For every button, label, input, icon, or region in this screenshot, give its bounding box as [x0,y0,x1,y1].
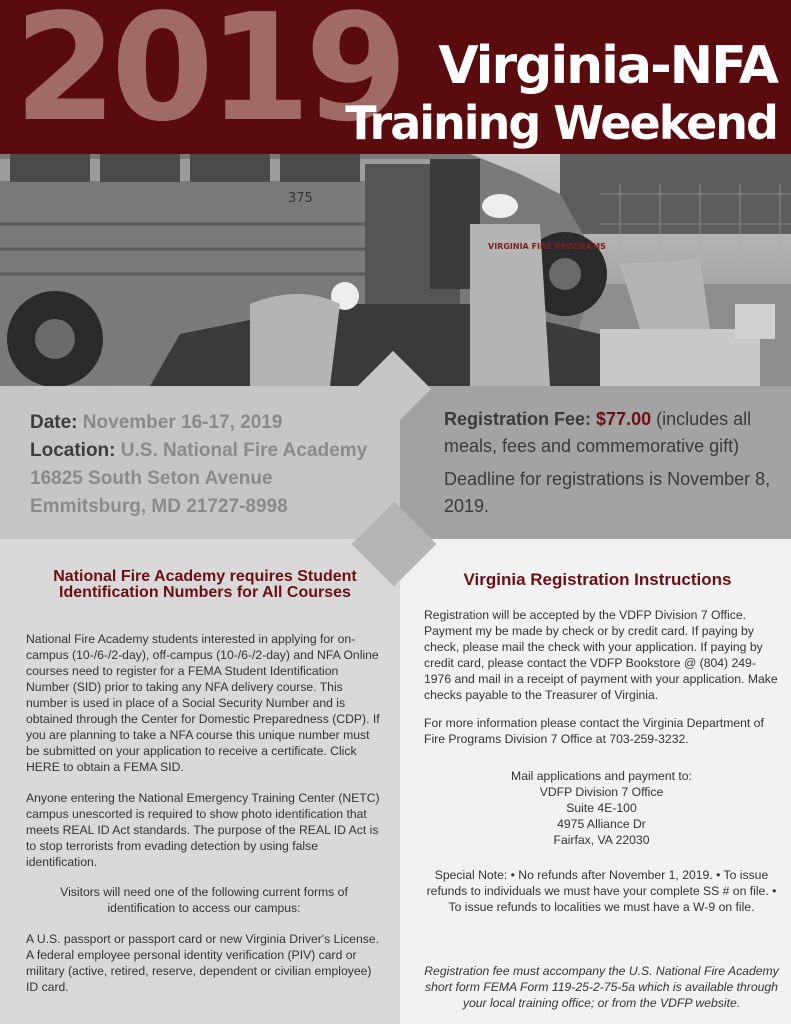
address-line-1: 16825 South Seton Avenue [30,468,273,489]
registration-fee-panel [400,386,791,539]
contact-paragraph: For more information please contact the Virginia Department of Fire Programs Division 7 Office at 703-259-3232. [424,716,764,746]
mail-line-1: VDFP Division 7 Office [539,785,664,799]
real-id-paragraph: Anyone entering the National Emergency Training Center (NETC) campus unescorted is required to show photo identification that meets REAL ID Act standards. The purpose of the REAL ID Act is to stop terrorists from evading detection by using false identification. [26,791,380,869]
mail-line-3: 4975 Alliance Dr [557,817,646,831]
mailing-address [424,768,779,848]
location-value: U.S. National Fire Academy [120,440,368,461]
special-note: Special Note: • No refunds after November 1, 2019. • To issue refunds to individuals we must have your complete SS # on file. • To issue refunds to localities we must have a W-9 on file. [426,868,777,914]
deadline-text: Deadline for registrations is November 8, 2019. [444,469,771,516]
event-details-panel [0,386,400,539]
visitors-paragraph: Visitors will need one of the following current forms of identification to access our campus: [60,885,348,915]
nfa-heading: National Fire Academy requires Student Identification Numbers for All Courses [53,568,357,601]
date-value: November 16-17, 2019 [82,412,283,433]
mail-line-4: Fairfax, VA 22030 [553,833,650,847]
header-banner [0,0,791,154]
nfa-requirements-column [0,539,400,1024]
rescue-training-photo [0,154,791,386]
mail-heading: Mail applications and payment to: [511,769,692,783]
sid-paragraph: National Fire Academy students interested in applying for on-campus (10-/6-/2-day), off-campus (10-/6-/2-day) and NFA Online courses need to register for a FEMA Student Identification Number (SID) prior to taking any NFA delivery course. This number is used in place of a Social Security Number and is obtained through the Center for Domestic Preparedness (CDP). If you are planning to take a NFA course this unique number must be submitted on your application to receive a certificate. Click HERE to obtain a FEMA SID. [26,632,380,774]
id-forms-paragraph: A U.S. passport or passport card or new Virginia Driver's License. A federal employee personal identity verification (PIV) card or military (active, retired, reserve, dependent or civilian employee) ID card. [26,932,379,994]
photo-illustration [0,154,791,386]
date-line [30,412,282,434]
fee-label: Registration Fee: [444,409,592,429]
jacket-text: VIRGINIA FIRE PROGRAMS [488,242,606,251]
title-line-1: Virginia-NFA [438,36,777,96]
date-label: Date: [30,412,78,433]
registration-heading: Virginia Registration Instructions [463,570,732,589]
fee-note: (includes all meals, fees and commemorative gift) [444,409,752,456]
registration-paragraph: Registration will be accepted by the VDFP Division 7 Office. Payment my be made by check or by credit card. If paying by check, please mail the check with your application. If paying by credit card, please contact the VDFP Bookstore @ (804) 249-1976 and mail in a receipt of payment with your application. Make checks payable to the Treasurer of Virginia. [424,608,778,702]
footer-note: Registration fee must accompany the U.S. National Fire Academy short form FEMA Form 119-25-2-75-5a which is available through your local training office; or from the VDFP website. [424,964,779,1010]
fee-value: $77.00 [596,409,652,429]
location-line [30,440,367,462]
address-line-2: Emmitsburg, MD 21727-8998 [30,496,288,517]
bus-number-text: 375 [288,191,313,206]
title-line-2: Training Weekend [345,96,777,150]
mail-line-2: Suite 4E-100 [566,801,637,815]
registration-instructions-column [400,539,791,1024]
year-title: 2019 [14,0,402,154]
location-label: Location: [30,440,116,461]
fee-text [444,406,779,520]
